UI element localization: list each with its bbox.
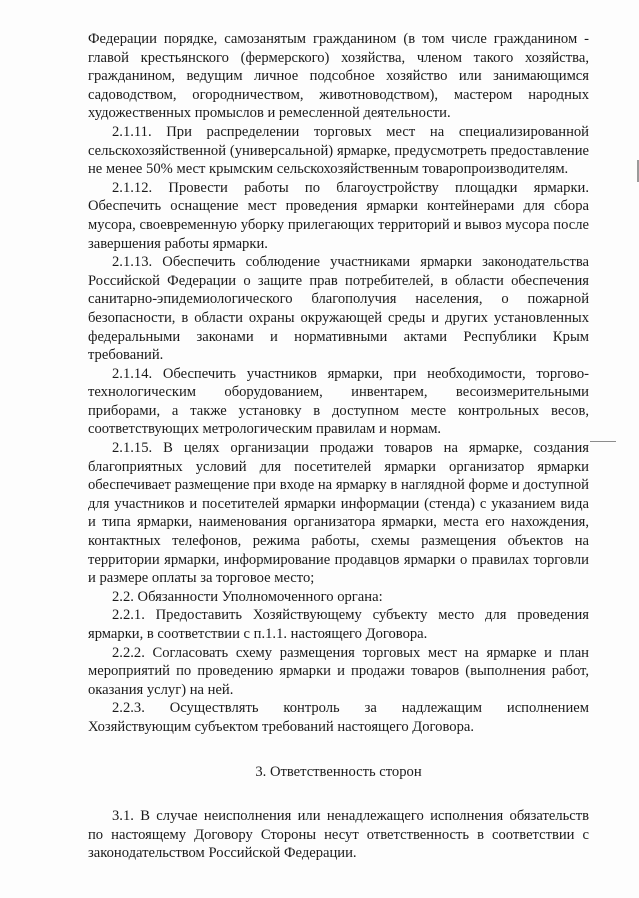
section-heading: 3. Ответственность сторон [255, 763, 422, 780]
paragraph-2-1-11: 2.1.11. При распределении торговых мест на специализированной сельскохозяйственной (универсальной) ярмарке, предусмотреть предоставление не менее 50% мест крымским сельскохозяйственным товаропроизводителям. [88, 123, 589, 178]
paragraph-continuation: Федерации порядке, самозанятым гражданином (в том числе гражданином - главой крестьянского (фермерского) хозяйства, членом такого хозяйства, гражданином, ведущим личное подсобное хозяйство или занимающимся садоводством, огородничеством, животноводством), мастером народных художественных промыслов и ремесленной деятельности. [88, 31, 589, 122]
paragraph-2-1-13: 2.1.13. Обеспечить соблюдение участниками ярмарки законодательства Российской Федерации о защите прав потребителей, в области обеспечения санитарно-эпидемиологического благополучия населения, о пожарной безопасности, в области охраны окружающей среды и других установленных федеральными законами и нормативными актами Республики Крым требований. [88, 254, 589, 364]
scan-margin-dash [590, 441, 616, 442]
paragraph-2-2-3: 2.2.3. Осуществлять контроль за надлежащим исполнением Хозяйствующим субъектом требований настоящего Договора. [88, 700, 589, 735]
paragraph-2-2: 2.2. Обязанности Уполномоченного органа: [112, 588, 383, 605]
paragraph-2-1-12: 2.1.12. Провести работы по благоустройству площадки ярмарки. Обеспечить оснащение мест проведения ярмарки контейнерами для сбора мусора, своевременную уборку прилегающих территорий и вывоз мусора после завершения работы ярмарки. [88, 179, 589, 252]
paragraph-2-1-14: 2.1.14. Обеспечить участников ярмарки, при необходимости, торгово-технологическим оборудованием, инвентарем, весоизмерительными приборами, а также установку в доступном месте контрольных весов, соответствующих метрологическим правилам и нормам. [88, 365, 589, 438]
paragraph-2-2-2: 2.2.2. Согласовать схему размещения торговых мест на ярмарке и план мероприятий по проведению ярмарки и продажи товаров (выполнения работ, оказания услуг) на ней. [88, 644, 589, 698]
document-body [88, 30, 589, 863]
paragraph-2-1-15: 2.1.15. В целях организации продажи товаров на ярмарке, создания благоприятных условий для посетителей ярмарки организатор ярмарки обеспечивает размещение при входе на ярмарку в наглядной форме и доступной для участников и посетителей ярмарки информации (стенда) с указанием вида и типа ярмарки, наименования организатора ярмарки, места его нахождения, контактных телефонов, режима работы, схемы размещения объектов на территории ярмарки, информирование продавцов ярмарки о правилах торговли и размере оплаты за торговое место; [88, 440, 589, 587]
paragraph-2-2-1: 2.2.1. Предоставить Хозяйствующему субъекту место для проведения ярмарки, в соответствии с п.1.1. настоящего Договора. [88, 607, 589, 642]
paragraph-3-1: 3.1. В случае неисполнения или ненадлежащего исполнения обязательств по настоящему Договору Стороны несут ответственность в соответствии с законодательством Российской Федерации. [88, 808, 589, 862]
